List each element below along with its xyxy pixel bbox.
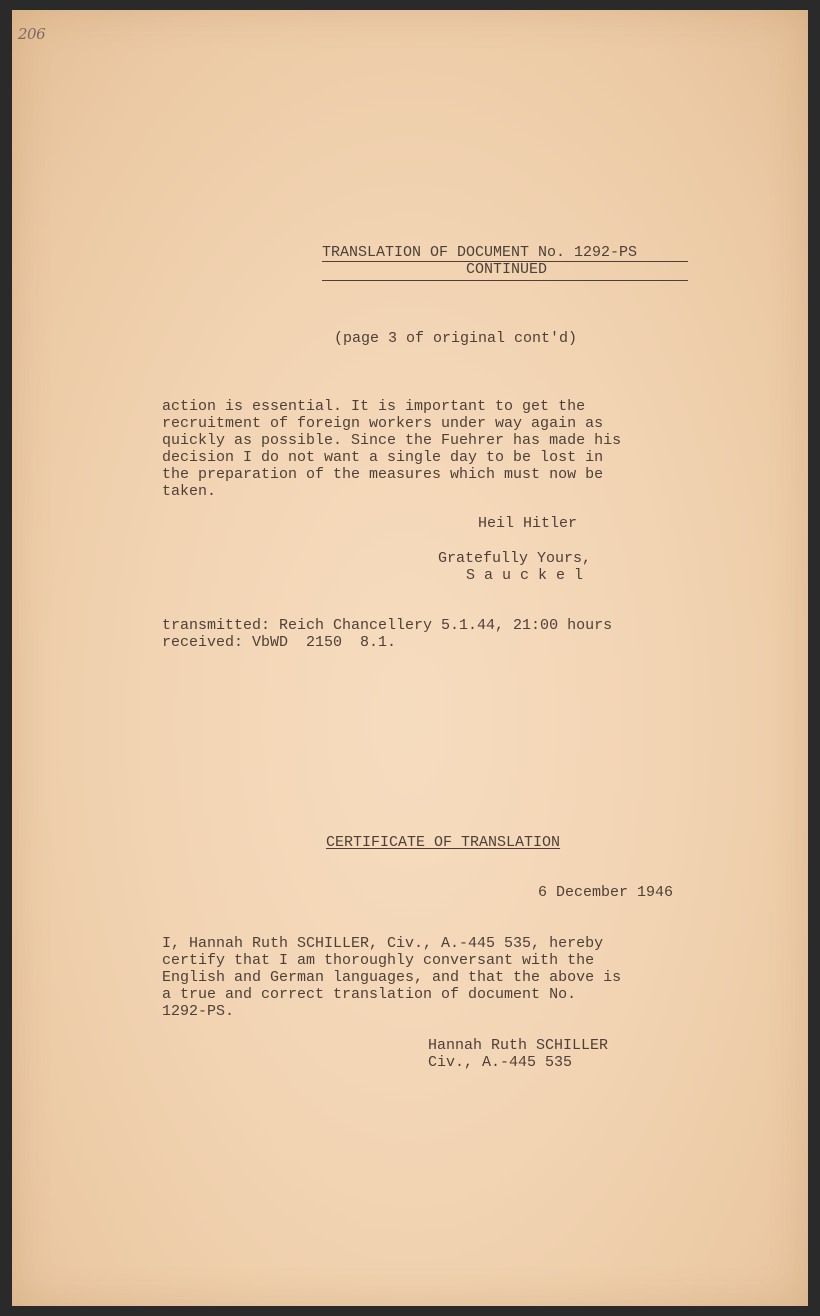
valediction: Gratefully Yours, xyxy=(438,550,592,567)
body-line: action is essential. It is important to get the xyxy=(162,398,586,415)
certificate-line: a true and correct translation of document No. xyxy=(162,986,577,1003)
body-line: decision I do not want a single day to be lost in xyxy=(162,449,604,466)
body-line: quickly as possible. Since the Fuehrer has made his xyxy=(162,432,622,449)
title-underline-bottom xyxy=(322,280,688,281)
translator-name: Hannah Ruth SCHILLER xyxy=(428,1037,609,1054)
certificate-heading: CERTIFICATE OF TRANSLATION xyxy=(326,834,561,851)
certificate-line: certify that I am thoroughly conversant with the xyxy=(162,952,595,969)
certificate-line: 1292-PS. xyxy=(162,1003,235,1020)
certificate-date: 6 December 1946 xyxy=(538,884,674,901)
page-reference: (page 3 of original cont'd) xyxy=(334,330,578,347)
document-page xyxy=(12,10,808,1306)
document-title: TRANSLATION OF DOCUMENT No. 1292-PS xyxy=(322,244,638,261)
transmission-line: transmitted: Reich Chancellery 5.1.44, 21:00 hours xyxy=(162,617,613,634)
body-line: the preparation of the measures which must now be xyxy=(162,466,604,483)
translator-id: Civ., A.-445 535 xyxy=(428,1054,573,1071)
salutation: Heil Hitler xyxy=(478,515,578,532)
document-subtitle: CONTINUED xyxy=(466,261,548,278)
body-line: taken. xyxy=(162,483,217,500)
certificate-line: I, Hannah Ruth SCHILLER, Civ., A.-445 535, hereby xyxy=(162,935,604,952)
receipt-line: received: VbWD 2150 8.1. xyxy=(162,634,397,651)
sender-signature: S a u c k e l xyxy=(466,567,584,584)
body-line: recruitment of foreign workers under way again as xyxy=(162,415,604,432)
certificate-line: English and German languages, and that the above is xyxy=(162,969,622,986)
margin-page-number: 206 xyxy=(18,25,46,43)
